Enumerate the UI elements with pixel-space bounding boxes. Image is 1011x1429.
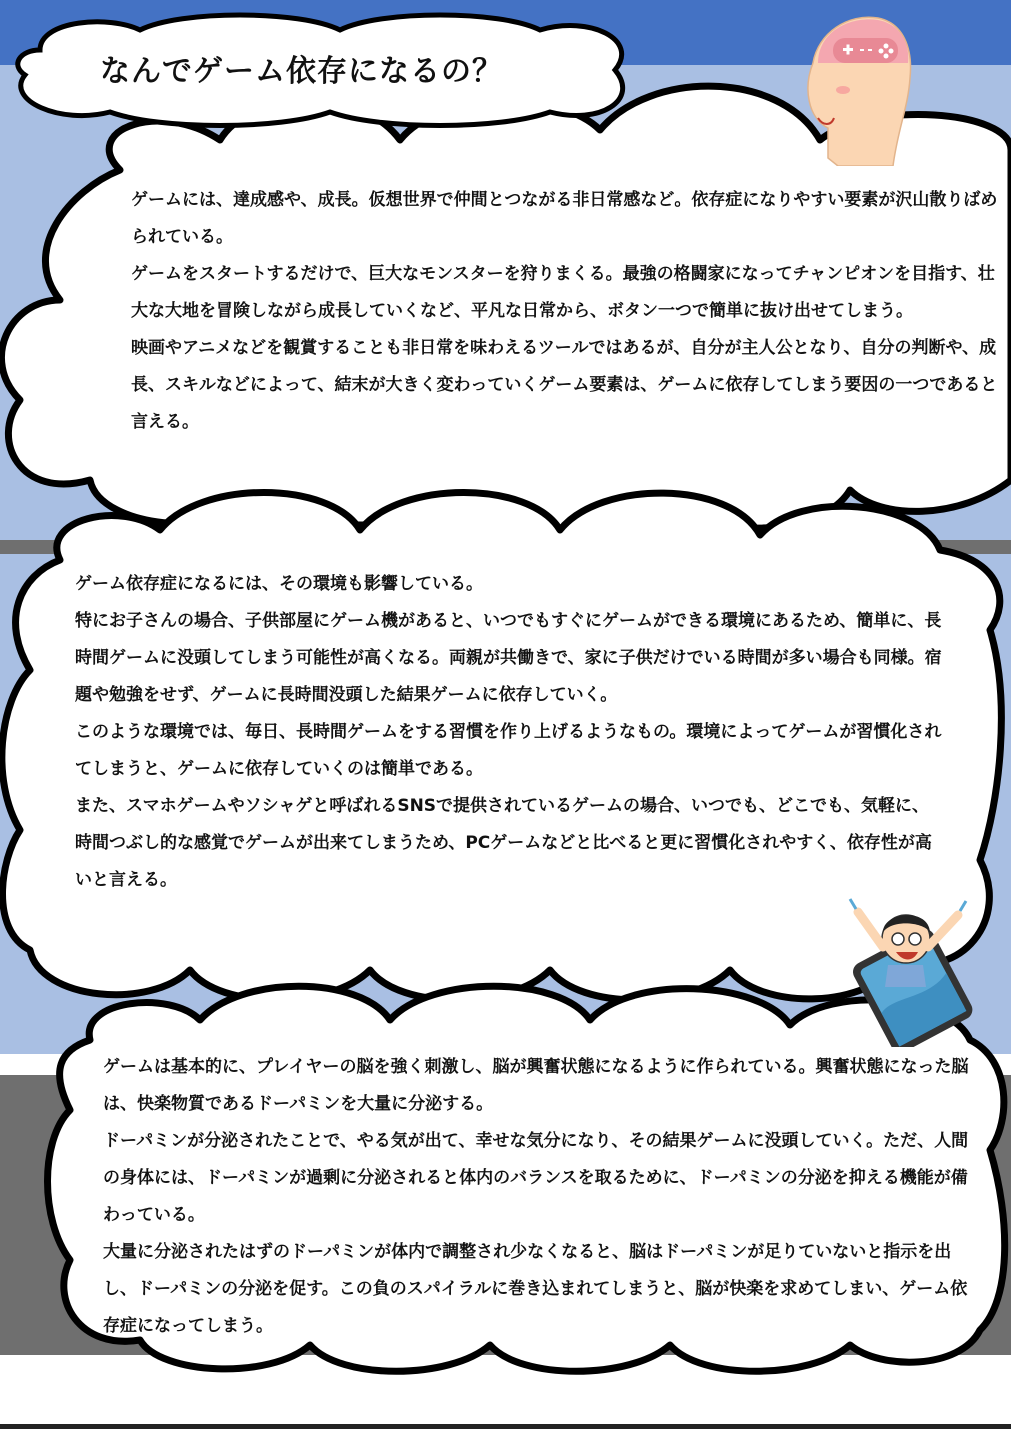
section-3-paragraph: 大量に分泌されたはずのドーパミンが体内で調整され少なくなると、脳はドーパミンが足りていないと指示を出し、ドーパミンの分泌を促す。この負のスパイラルに巻き込まれてしまうと、脳が快楽を求めてしまい、ゲーム依存症になってしまう。 <box>103 1242 968 1336</box>
brain-controller-head-icon <box>798 8 913 166</box>
section-3-text <box>103 1049 973 1345</box>
section-2-text <box>75 566 945 899</box>
section-3-paragraph: ゲームは基本的に、プレイヤーの脳を強く刺激し、脳が興奮状態になるように作られている。興奮状態になった脳は、快楽物質であるドーパミンを大量に分泌する。 <box>103 1057 969 1114</box>
section-2-paragraph: 特にお子さんの場合、子供部屋にゲーム機があると、いつでもすぐにゲームができる環境にあるため、簡単に、長時間ゲームに没頭してしまう可能性が高くなる。両親が共働きで、家に子供だけでいる時間が多い場合も同様。宿題や勉強をせず、ゲームに長時間没頭した結果ゲームに依存していく。 <box>75 611 942 705</box>
section-2-paragraph: このような環境では、毎日、長時間ゲームをする習慣を作り上げるようなもの。環境によってゲームが習慣化されてしまうと、ゲームに依存していくのは簡単である。 <box>75 722 942 779</box>
section-2-paragraph: また、スマホゲームやソシャゲと呼ばれるSNSで提供されているゲームの場合、いつでも、どこでも、気軽に、時間つぶし的な感覚でゲームが出来てしまうため、PCゲームなどと比べると更に習慣化されやすく、依存性が高いと言える。 <box>75 796 932 890</box>
section-2-paragraph: ゲーム依存症になるには、その環境も影響している。 <box>75 574 483 594</box>
man-drowning-in-smartphone-icon <box>828 887 988 1047</box>
page-title: なんでゲーム依存になるの？ <box>100 54 503 89</box>
section-3-paragraph: ドーパミンが分泌されたことで、やる気が出て、幸せな気分になり、その結果ゲームに没頭していく。ただ、人間の身体には、ドーパミンが過剰に分泌されると体内のバランスを取るために、ドーパミンの分泌を抑える機能が備わっている。 <box>103 1131 969 1225</box>
section-1-paragraph: 映画やアニメなどを観賞することも非日常を味わえるツールではあるが、自分が主人公となり、自分の判断や、成長、スキルなどによって、結末が大きく変わっていくゲーム要素は、ゲームに依存してしまう要因の一つであると言える。 <box>131 338 998 432</box>
section-1-text <box>131 182 1001 441</box>
bottom-border <box>0 1424 1011 1429</box>
section-1-paragraph: ゲームには、達成感や、成長。仮想世界で仲間とつながる非日常感など。依存症になりやすい要素が沢山散りばめられている。 <box>131 190 998 247</box>
section-1-paragraph: ゲームをスタートするだけで、巨大なモンスターを狩りまくる。最強の格闘家になってチャンピオンを目指す、壮大な大地を冒険しながら成長していくなど、平凡な日常から、ボタン一つで簡単に抜け出せてしまう。 <box>131 264 995 321</box>
